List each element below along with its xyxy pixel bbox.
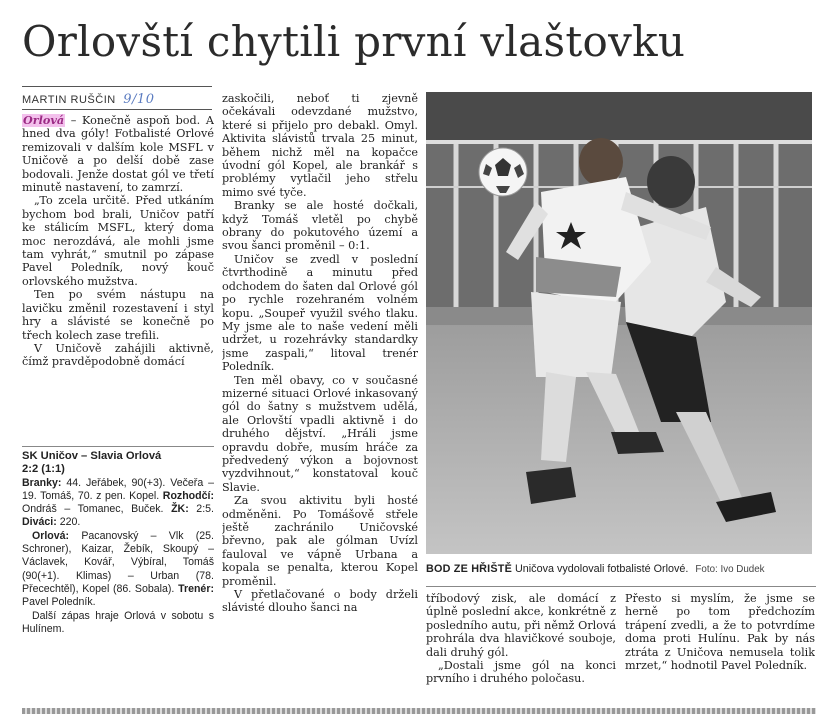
caption-title: BOD ZE HŘIŠTĚ <box>426 563 512 575</box>
article-column-2 <box>222 92 418 704</box>
caption-text: Uničova vydolovali fotbalisté Orlové. <box>511 563 689 575</box>
paragraph: Přesto si myslím, že jsme se herně po tom předchozím trápení zvedli, a že to potvrdíme doma proti Hulínu. Pak by nás ztráta z Uničova nemusela tolik mrzet,“ hodnotil Pavel Poledník. <box>625 592 815 673</box>
paragraph: Ten po svém nástupu na lavičku změnil rozestavení i styl hry a slávisté se konečně po třech kolech zase trefili. <box>22 288 214 342</box>
match-score: 2:2 (1:1) <box>22 463 65 476</box>
dateline: Orlová <box>23 114 65 127</box>
match-stats-box <box>22 446 214 710</box>
team-lineup: Orlová: Pacanovský – Vlk (25. Schroner), Kaizar, Žebík, Skoupý – Václavek, Kovář, Výbíral, Tomáš (90(+1). Klimas) – Urban (78. Přecechtěl), Kopel (86. Sobala). Trenér: Pavel Poledník. <box>22 529 214 609</box>
divider <box>426 586 816 587</box>
next-match: Další zápas hraje Orlová v sobotu s Hulínem. <box>22 609 214 635</box>
divider <box>22 86 212 87</box>
paragraph: V přetlačované o body drželi slávisté dlouho šanci na <box>222 588 418 615</box>
photo-illustration <box>426 92 812 554</box>
photo-caption <box>426 563 816 579</box>
paragraph: Ten měl obavy, co v současné mizerné situaci Orlové inkasovaný gól do šatny s mužstvem udělá, ale Orlovští vpadli aktivně i do druhého dějství. „Hráli jsme opravdu dobře, musím hráče za předvedený výkon a bojovnost vyzdvihnout,“ konstatoval kouč Slavie. <box>222 373 418 494</box>
article-headline: Orlovští chytili první vlaštovku <box>22 17 686 66</box>
divider <box>22 109 212 110</box>
paragraph: V Uničově zahájili aktivně, čímž pravděpodobně domácí <box>22 341 214 369</box>
page-edge <box>22 708 816 714</box>
article-column-4 <box>625 592 815 708</box>
paragraph: „Dostali jsme gól na konci prvního i druhého poločasu. <box>426 659 616 686</box>
paragraph: Orlová – Konečně aspoň bod. A hned dva góly! Fotbalisté Orlové remizovali v dalším kole MSFL v Uničově a po delší době zase bodovali. Jenže dostat gól ve třetí minutě nastavení, to zamrzí. <box>22 114 214 195</box>
paragraph: tříbodový zisk, ale domácí z úplně poslední akce, konkrétně z posledního autu, při němž Orlová prohrála dva hlavičkové souboje, dali druhý gól. <box>426 592 616 659</box>
byline <box>22 92 222 108</box>
article-column-3 <box>426 592 616 708</box>
match-photo <box>426 92 812 554</box>
paragraph: Za svou aktivitu byli hosté odměněni. Po Tomášově střele ještě zachránilo Uničovské břevno, pak ale gólman Uvízl fauloval ve vápně Urbana a kopala se penalta, kterou Kopel proměnil. <box>222 494 418 588</box>
author-name: MARTIN RUŠČIN <box>22 94 116 106</box>
article-column-1 <box>22 114 214 444</box>
handwritten-note: 9/10 <box>123 92 155 107</box>
paragraph: „To zcela určitě. Před utkáním bychom bod brali, Uničov patří ke stálicím MSFL, který doma moc nerozdává, ale mohli jsme tam vyhrát,“ smutnil po zápase Pavel Poledník, nový kouč orlovského mužstva. <box>22 194 214 288</box>
paragraph: Branky se ale hosté dočkali, když Tomáš vletěl po chybě obrany do pokutového území a svou šanci proměnil – 0:1. <box>222 199 418 253</box>
photo-credit: Foto: Ivo Dudek <box>695 564 765 575</box>
match-title: SK Uničov – Slavia Orlová <box>22 450 162 462</box>
paragraph: Uničov se zvedl v poslední čtvrthodině a minutu před odchodem do šaten dal Orlové gól po rychle rozehraném volném kopu. „Soupeř využil svého tlaku. My jsme ale to naše vedení měli udržet, u rozehrávky standardky jsme zaspali,“ litoval trenér Poledník. <box>222 252 418 374</box>
paragraph: zaskočili, neboť ti zjevně očekávali odevzdané mužstvo, které si přijelo pro debakl. Omyl. Aktivita slávistů trvala 25 minut, během nichž měl na kopačce úvodní gól Kopel, ale brankář s problémy vytlačil jeho střelu mimo své tyče. <box>222 92 418 199</box>
match-details: Branky: 44. Jeřábek, 90(+3). Večeřa – 19. Tomáš, 70. z pen. Kopel. Rozhodčí: Ondráš – Tomanec, Buček. ŽK: 2:5. Diváci: 220. <box>22 476 214 529</box>
